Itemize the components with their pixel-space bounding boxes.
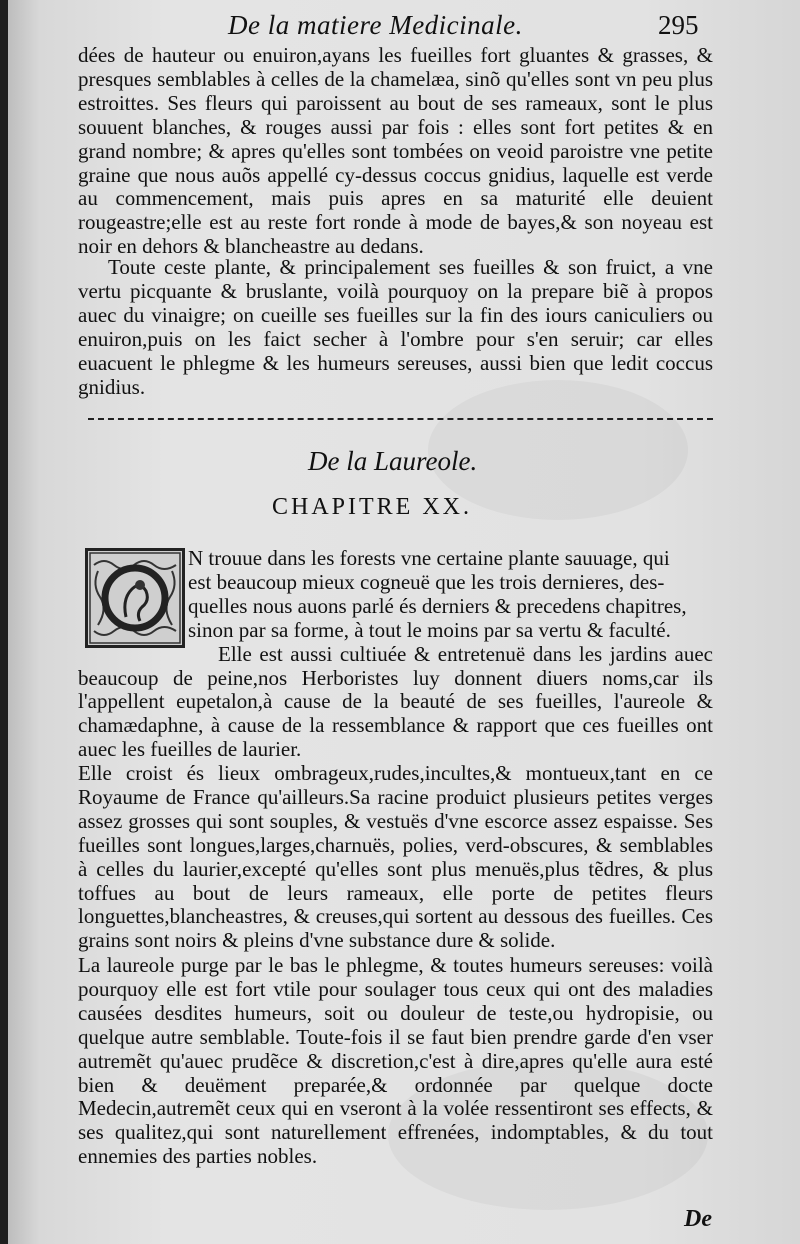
book-page [8,0,800,1244]
paragraph-5-text: La laureole purge par le bas le phlegme, & toutes humeurs sereuses: voilà pourquoy elle est fort vtile pour soulager tous ceux qui ont des maladies causées desdites humeurs, soit ou douleur de teste,ou hydropisie, ou quelque autre semblable. Toute-fois il se faut bien prendre garde d'en vser autremẽt qu'auec prudẽce & discretion,c'est à dire,apres qu'elle aura esté bien & deuëment preparée,& ordonnée par quelque docte Medecin,autremẽt ceux qui en vseront à la volée ressentiront ses effects, & ses qualitez,qui sont naturellement effrenées, indomptables, & du tout ennemies des parties nobles. [78,953,713,1169]
chapter-title: CHAPITRE XX. [272,494,473,520]
page-number: 295 [658,10,699,40]
running-head [8,6,800,46]
paragraph-3-continuation: Elle est aussi cultiuée & entretenuë dans les jardins auec beaucoup de peine,nos Herboristes luy donnent diuers noms,car ils l'appellent eupetalon,à cause de la beauté de ses fueilles, l'aureole & chamædaphne, à cause de la ressemblance & rapport que ces fueilles ont auec les fueilles de laurier. [78,641,713,762]
section-divider [88,418,713,420]
paragraph-5 [78,954,713,1169]
catchword: De [684,1206,712,1232]
paragraph-3-line-4: sinon par sa forme, à tout le moins par sa vertu & faculté. [188,617,671,642]
paragraph-3-line-2: est beaucoup mieux cogneuë que les trois dernieres, des- [188,569,665,594]
paragraph-3-line-1: N trouue dans les forests vne certaine plante sauuage, qui [188,546,670,570]
paragraph-3 [78,547,713,762]
paragraph-4 [78,762,713,953]
paragraph-2-text: Toute ceste plante, & principalement ses fueilles & son fruict, a vne vertu picquante & bruslante, voilà pourquoy on la prepare biẽ à propos auec du vinaigre; on cueille ses fueilles sur la fin des iours caniculiers ou enuiron,puis on les faict secher à l'ombre pour s'en seruir; car elles euacuent le phlegme & les humeurs sereuses, aussi bien que ledit coccus gnidius. [78,255,713,399]
running-title: De la matiere Medicinale. [228,10,523,40]
paragraph-4-text: Elle croist és lieux ombrageux,rudes,incultes,& montueux,tant en ce Royaume de France qu'ailleurs.Sa racine produict plusieurs petites verges assez grosses qui sont souples, & vestuës d'vne escorce assez espaisse. Ses fueilles sont longues,larges,charnuës, polies, verd-obscures, & semblables à celles du laurier,excepté qu'elles sont plus menuës,plus tẽdres, & plus toffues au bout de leurs rameaux, elle porte de petites fleurs longuettes,blancheastres, & creuses,qui sortent au dessous des fueilles. Ces grains sont noirs & pleins d'vne substance dure & solide. [78,761,713,953]
paragraph-1 [78,44,713,259]
paragraph-1-text: dées de hauteur ou enuiron,ayans les fueilles fort gluantes & grasses, & presques semblables à celles de la chamelæa, sinõ qu'elles sont vn peu plus estroittes. Ses fleurs qui paroissent au bout de ses rameaux, sont le plus souuent blanches, & rouges aussi par fois : elles sont fort petites & en grand nombre; & apres qu'elles sont tombées on veoid paroistre vne petite graine que nous auõs appellé cy-dessus coccus gnidius, laquelle est verde au commencement, mais puis apres en sa maturité elle deuient rougeastre;elle est au reste fort ronde à mode de bayes,& son noyeau est noir en dehors & blancheastre au dedans. [78,43,713,259]
chapter-subtitle: De la Laureole. [308,446,478,476]
paragraph-2 [78,256,713,399]
paragraph-3-line-3: quelles nous auons parlé és derniers & precedens chapitres, [188,593,687,618]
